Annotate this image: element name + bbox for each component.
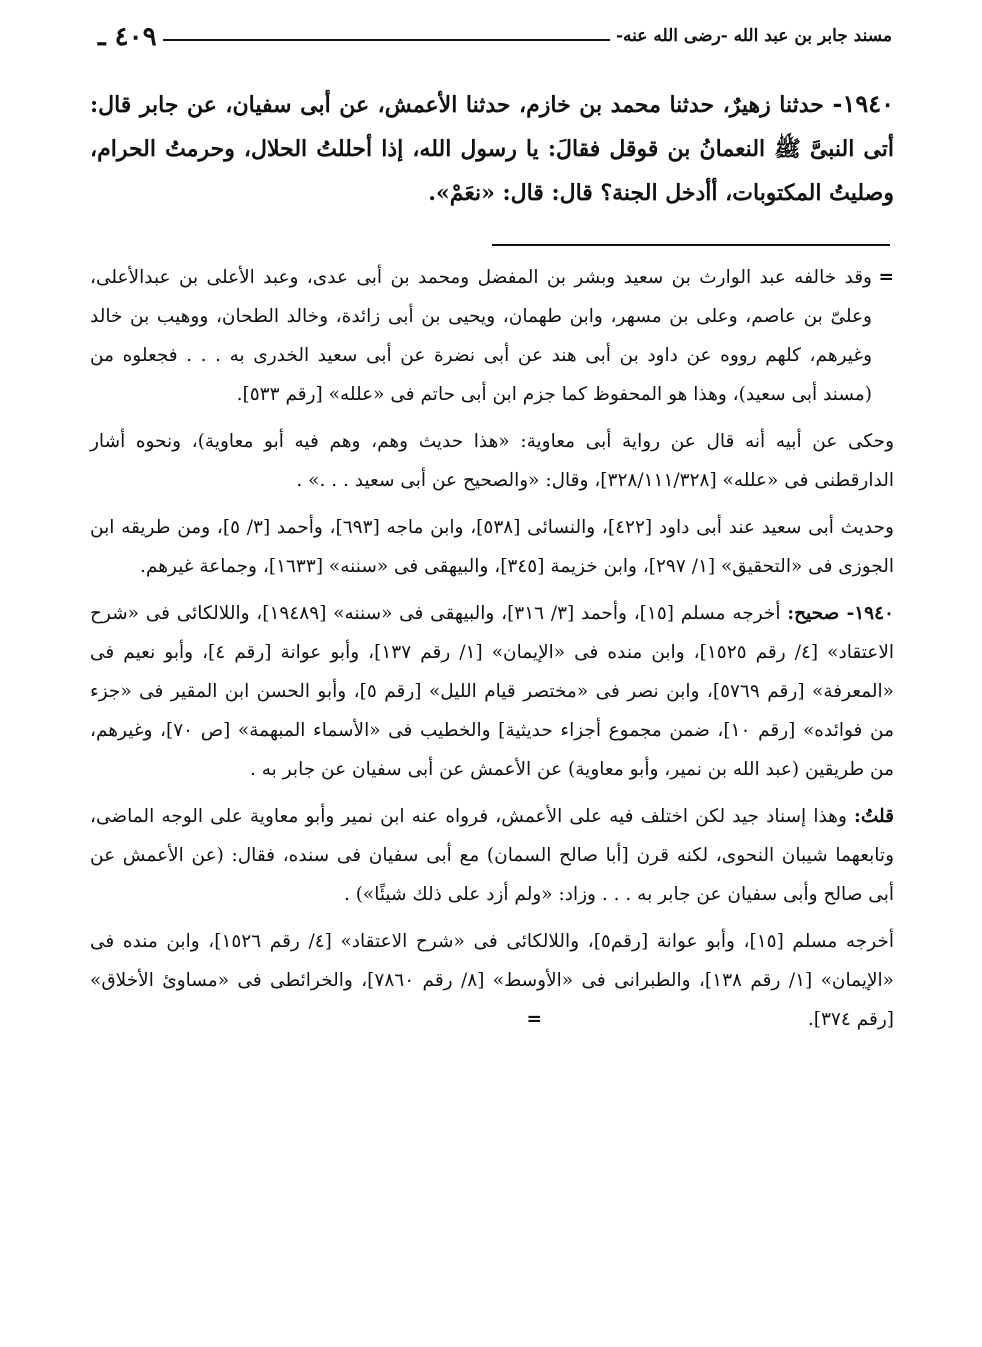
footnote-paragraph: [90, 422, 894, 500]
footnote-sahih: [90, 594, 894, 789]
sahih-label: ١٩٤٠- صحيح:: [787, 603, 894, 624]
hadith-number: ١٩٤٠-: [832, 89, 894, 118]
hadith-text-block: [90, 82, 894, 215]
footnotes-block: [90, 258, 894, 1047]
footnote-text: وهذا إسناد جيد لكن اختلف فيه على الأعمش، فرواه عنه ابن نمير وأبو معاوية على الوجه الماضى، وتابعهما شيبان النحوى، لكنه قرن [أبا صالح السمان) مع أبى سفيان فى سنده، فقال: (عن الأعمش عن أبى صالح وأبى سفيان عن جابر به . . . وزاد: «ولم أزد على ذلك شيئًا») .: [90, 806, 894, 905]
footnote-text: وحديث أبى سعيد عند أبى داود [٤٢٢]، والنسائى [٥٣٨]، وابن ماجه [٦٩٣]، وأحمد [٣/ ٥]، ومن طريقه ابن الجوزى فى «التحقيق» [١/ ٢٩٧]، وابن خزيمة [٣٤٥]، والبيهقى فى «سننه» [١٦٣٣]، وجماعة غيرهم.: [90, 517, 894, 577]
footnote-text: أخرجه مسلم [١٥]، وأحمد [٣/ ٣١٦]، والبيهقى فى «سننه» [١٩٤٨٩]، واللالكائى فى «شرح الاعتقاد» [٤/ رقم ١٥٢٥]، وابن منده فى «الإيمان» [١/ رقم ١٣٧]، وأبو عوانة [رقم ٤]، وأبو نعيم فى «المعرفة» [رقم ٥٧٦٩]، وابن نصر فى «مختصر قيام الليل» [رقم ٥]، وأبو الحسن ابن المقير فى «جزء من فوائده» [رقم ١٠]، ضمن مجموع أجزاء حديثية] والخطيب فى «الأسماء المبهمة» [ص ٧٠]، وغيرهم، من طريقين (عبد الله بن نمير، وأبو معاوية) عن الأعمش عن أبى سفيان عن جابر به .: [90, 603, 895, 780]
end-continuation-mark: =: [526, 1009, 542, 1030]
footnote-separator: [492, 244, 890, 246]
header-title: مسند جابر بن عبد الله -رضى الله عنه-: [610, 26, 892, 46]
continuation-mark: =: [878, 267, 894, 288]
running-header: [92, 24, 892, 64]
footnote-text: وقد خالفه عبد الوارث بن سعيد وبشر بن المفضل ومحمد بن أبى عدى، وعبد الأعلى بن عبدالأعلى، وعلىّ بن عاصم، وعلى بن مسهر، وابن طهمان، ويحيى بن أبى زائدة، وخالد الطحان، ووهيب بن خالد وغيرهم، كلهم رووه عن داود بن أبى هند عن أبى نضرة عن أبى سعيد الخدرى به . . . فجعلوه من (مسند أبى سعيد)، وهذا هو المحفوظ كما جزم ابن أبى حاتم فى «علله» [رقم ٥٣٣].: [90, 267, 872, 405]
footnote-paragraph: [90, 258, 894, 414]
footnote-paragraph: [90, 922, 894, 1039]
footnote-qultu: [90, 797, 894, 914]
page-number: ٤٠٩ ـ: [92, 22, 163, 52]
qultu-label: قلتُ:: [854, 806, 894, 827]
hadith-body: حدثنا زهيرٌ، حدثنا محمد بن خازم، حدثنا الأعمش، عن أبى سفيان، عن جابر قال: أتى النبىَّ ﷺ النعمانُ بن قوقل فقالَ: يا رسول الله، إذا أحللتُ الحلال، وحرمتُ الحرام، وصليتُ المكتوبات، أأدخل الجنة؟ قال: قال: «نعَمْ».: [90, 92, 894, 206]
footnote-text: وحكى عن أبيه أنه قال عن رواية أبى معاوية: «هذا حديث وهم، وهم فيه أبو معاوية)، ونحوه أشار الدارقطنى فى «علله» [٣٢٨/١١١/٣٢٨]، وقال: «والصحيح عن أبى سعيد . . .» .: [90, 431, 894, 491]
footnote-text: أخرجه مسلم [١٥]، وأبو عوانة [رقم٥]، واللالكائى فى «شرح الاعتقاد» [٤/ رقم ١٥٢٦]، وابن منده فى «الإيمان» [١/ رقم ١٣٨]، والطبرانى فى «الأوسط» [٨/ رقم ٧٨٦٠]، والخرائطى فى «مساوئ الأخلاق» [رقم ٣٧٤].: [90, 931, 895, 1030]
footnote-paragraph: [90, 508, 894, 586]
